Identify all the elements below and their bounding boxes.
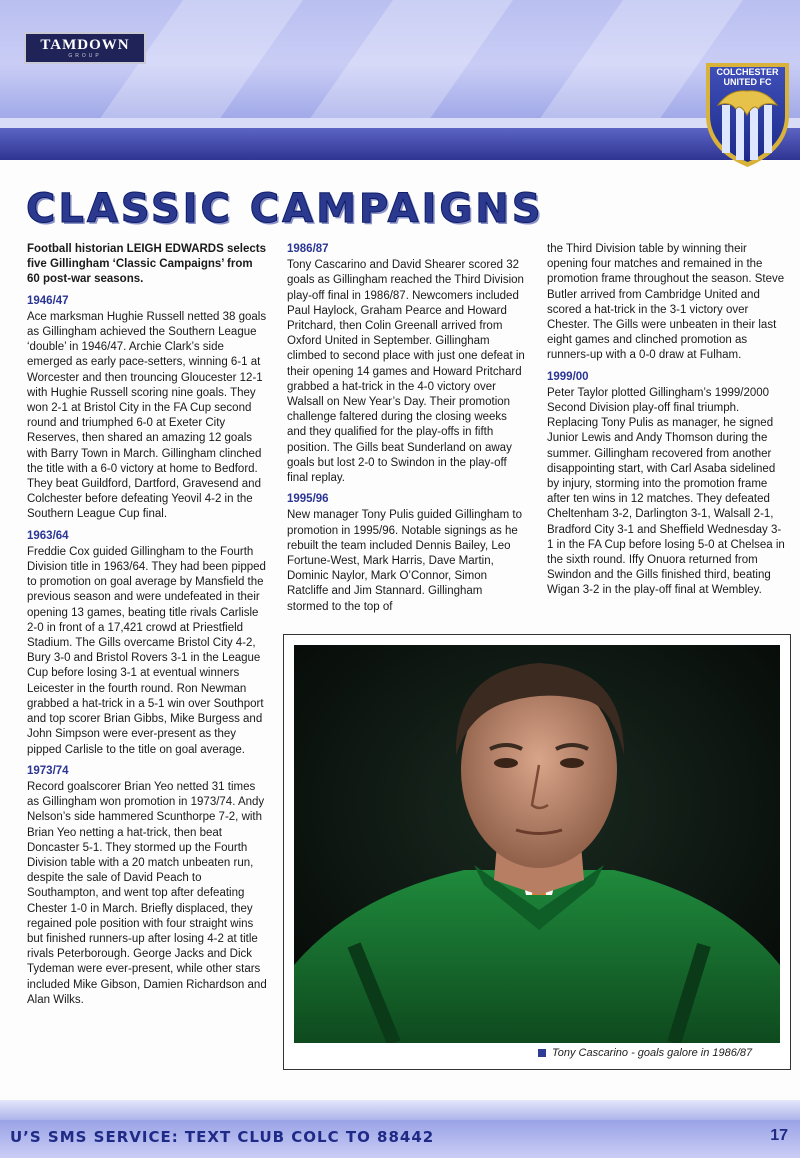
header-divider	[0, 118, 800, 128]
sponsor-sub: GROUP	[68, 53, 102, 59]
header-band	[0, 128, 800, 160]
section-year: 1999/00	[547, 370, 589, 383]
section-year: 1995/96	[287, 493, 329, 506]
article-column-3	[547, 242, 787, 605]
player-portrait-image	[294, 645, 780, 1043]
section-text: Freddie Cox guided Gillingham to the Fourth Division title in 1963/64. They had been pipped to promotion on goal average by Mansfield the previous season and were undefeated in their opening 13 games, beating title rivals Carlisle 2-0 in front of a 17,421 crowd at Priestfield Stadium. The Gills overcame Bristol City 4-2, Bury 3-0 and Bristol Rovers 3-1 in the League Cup before losing 3-1 at eventual winners Leicester in the fourth round. Ron Newman grabbed a hat-trick in a 5-1 win over Southport and top scorer Brian Gibbs, Mike Burgess and John Simpson were ever-present as they pipped Carlisle to the title on goal average.	[27, 545, 266, 756]
section-text: New manager Tony Pulis guided Gillingham to promotion in 1995/96. Notable signings as he rebuilt the team included Dennis Bailey, Leo Fortune-West, Mark Harris, Dave Martin, Dominic Naylor, Mark O’Connor, Simon Ratcliffe and Jim Stannard. Gillingham stormed to the top of	[287, 509, 523, 613]
intro-text: Football historian LEIGH EDWARDS selects five Gillingham ‘Classic Campaigns’ from 60 post-war seasons.	[27, 243, 266, 286]
sponsor-logo	[24, 32, 146, 64]
page-footer	[0, 1120, 800, 1158]
section-text: Record goalscorer Brian Yeo netted 31 times as Gillingham won promotion in 1973/74. Andy Nelson’s side hammered Scunthorpe 7-2, with Brian Yeo netting a hat-trick, then beat Doncaster 5-1. They stormed up the Fourth Division table with a 20 match unbeaten run, despite the sale of David Peach to Southampton, and went top after defeating Chester 1-0 in March. Briefly displaced, they regained pole position with four straight wins but finished runners-up after losing 4-2 at title rivals Peterborough. George Jacks and Dick Tydeman were ever-present, while other stars included Mike Gibson, Damien Richardson and Alan Wilks.	[27, 780, 267, 1006]
article-column-2	[287, 242, 527, 621]
crest-title-line2: UNITED FC	[723, 77, 772, 87]
section-text: the Third Division table by winning their opening four matches and remained in the promotion frame throughout the season. Steve Butler arrived from Cambridge United and scored a hat-trick in the 3-1 victory over Chester. The Gills were unbeaten in their last eight games and clinched promotion as runners-up with a 0-0 draw at Fulham.	[547, 243, 785, 362]
crest-title	[700, 67, 795, 87]
section-text: Peter Taylor plotted Gillingham’s 1999/2000 Second Division play-off final triumph. Replacing Tony Pulis as manager, he signed Junior Lewis and Andy Thomson during the summer. Gillingham recovered from another disappointing start, with Carl Asaba sidelined by injury, storming into the promotion frame after ten wins in 12 matches. They defeated Cheltenham 3-2, Darlington 3-1, Walsall 2-1, Bradford City 3-1 and Sheffield Wednesday 3-1 in the FA Cup before losing 5-0 at Chelsea in the sixth round. Iffy Onuora returned from Swindon and the Gills finished third, beating Wigan 3-2 in the play-off final at Wembley.	[547, 386, 785, 597]
player-photo	[294, 645, 780, 1043]
photo-frame	[283, 634, 791, 1070]
caption-text: Tony Cascarino - goals galore in 1986/87	[552, 1047, 753, 1059]
section-text: Tony Cascarino and David Shearer scored 32 goals as Gillingham reached the Third Division play-off final in 1986/87. Newcomers included Paul Haylock, Graham Pearce and Howard Pritchard, then Colin Greenall arrived from Oxford United in September. Gillingham climbed to second place with just one defeat in their opening 14 games and Howard Pritchard grabbed a hat-trick in the 4-0 victory over Walsall on New Year’s Day. Their promotion challenge faltered during the closing weeks and they qualified for the play-offs in fifth position. The Gills beat Sunderland on away goals but lost 2-0 to Swindon in the play-off final replay.	[287, 259, 525, 485]
section-year: 1946/47	[27, 294, 69, 307]
photo-caption	[538, 1047, 752, 1059]
article-column-1	[27, 242, 267, 1014]
section-year: 1986/87	[287, 243, 329, 255]
sms-promo: U’S SMS SERVICE: TEXT CLUB COLC TO 88442	[10, 1128, 435, 1146]
caption-bullet-icon	[538, 1049, 546, 1057]
page-number: 17	[770, 1127, 788, 1144]
page-header	[0, 0, 800, 160]
crest-title-line1: COLCHESTER	[716, 67, 779, 77]
page-title: CLASSIC CAMPAIGNS	[26, 186, 544, 232]
section-year: 1963/64	[27, 529, 69, 542]
club-crest	[700, 55, 795, 170]
section-year: 1973/74	[27, 764, 69, 777]
footer-band	[0, 1100, 800, 1120]
section-text: Ace marksman Hughie Russell netted 38 goals as Gillingham achieved the Southern League ‘double’ in 1946/47. Archie Clark’s side emerged as early pace-setters, winning 6-1 at Worcester and then trouncing Gloucester 12-1 with Hughie Russell scoring nine goals. They won 2-1 at Bristol City in the FA Cup second round and triumphed 6-0 at Exeter City Reserves, then shared an amazing 12 goals with Barry Town in March. Gillingham clinched the title with a 6-0 victory at home to Bedford. They beat Guildford, Dartford, Gravesend and Colchester before defeating Yeovil 4-2 in the Southern League Cup final.	[27, 310, 267, 521]
sponsor-name: TAMDOWN	[40, 37, 130, 53]
